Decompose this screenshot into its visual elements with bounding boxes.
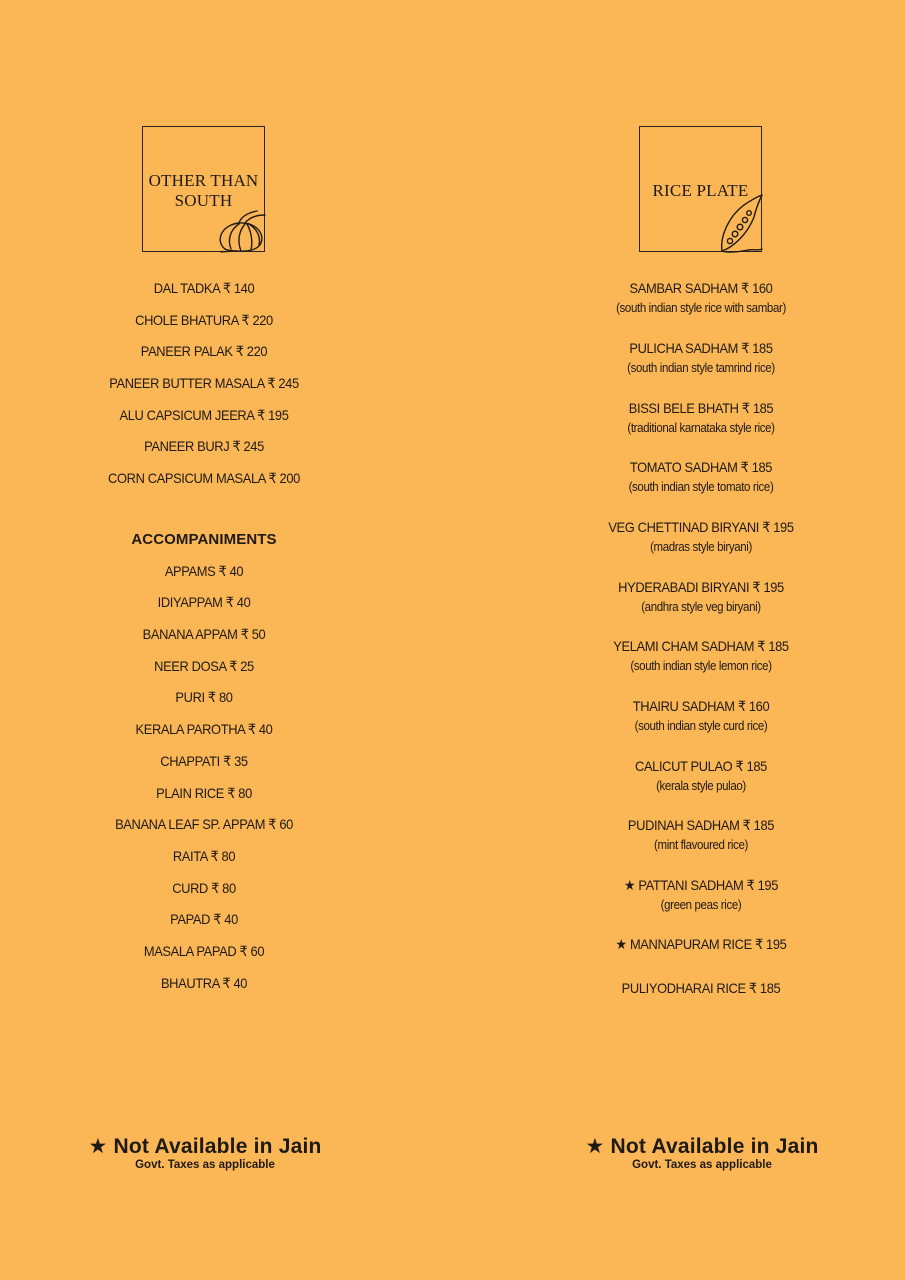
rice-item: [581, 877, 820, 913]
rice-item-desc: (madras style biryani): [650, 540, 752, 554]
rice-item-name: VEG CHETTINAD BIRYANI ₹ 195: [608, 519, 794, 535]
rice-item: [581, 638, 820, 674]
right-footer: [552, 1135, 852, 1172]
right-menu-column: [571, 0, 831, 1010]
accompaniment-item: CHAPPATI ₹ 35: [160, 753, 248, 769]
rice-item: [581, 280, 820, 316]
rice-item-name: BISSI BELE BHATH ₹ 185: [628, 400, 774, 416]
menu-item: CORN CAPSICUM MASALA ₹ 200: [108, 470, 300, 486]
rice-item-name: SAMBAR SADHAM ₹ 160: [629, 280, 773, 296]
rice-item-name: PUDINAH SADHAM ₹ 185: [627, 817, 775, 833]
menu-item: PANEER BUTTER MASALA ₹ 245: [109, 375, 299, 391]
menu-item: PANEER PALAK ₹ 220: [140, 343, 268, 359]
rice-item: [581, 758, 820, 794]
rice-item: [581, 340, 820, 376]
rice-item-name: TOMATO SADHAM ₹ 185: [629, 459, 773, 475]
rice-item: [581, 817, 820, 853]
tax-note: Govt. Taxes as applicable: [135, 1159, 275, 1171]
rice-item-name: PULIYODHARAI RICE ₹ 185: [621, 980, 781, 996]
tax-note: Govt. Taxes as applicable: [632, 1159, 772, 1171]
rice-item-name: HYDERABADI BIRYANI ₹ 195: [618, 579, 784, 595]
rice-item-desc: (south indian style lemon rice): [630, 659, 772, 673]
jain-note: ★ Not Available in Jain: [585, 1135, 819, 1158]
rice-item-desc: (green peas rice): [660, 898, 742, 912]
accompaniment-item: BHAUTRA ₹ 40: [160, 975, 248, 991]
rice-item-name: PULICHA SADHAM ₹ 185: [629, 340, 773, 356]
rice-item-desc: (andhra style veg biryani): [641, 600, 761, 614]
accompaniment-item: BANANA LEAF SP. APPAM ₹ 60: [115, 816, 293, 832]
rice-item: [581, 698, 820, 734]
rice-item: [581, 579, 820, 615]
accompaniment-item: PURI ₹ 80: [175, 689, 233, 705]
section-title-other-than-south: OTHER THAN SOUTH: [148, 171, 259, 210]
accompaniment-item: BANANA APPAM ₹ 50: [142, 626, 266, 642]
rice-item-desc: (mint flavoured rice): [654, 838, 748, 852]
accompaniments-heading: ACCOMPANIMENTS: [131, 531, 277, 548]
accompaniment-item: APPAMS ₹ 40: [164, 563, 244, 579]
jain-note: ★ Not Available in Jain: [88, 1135, 322, 1158]
rice-item: [581, 519, 820, 555]
section-title-rice-plate: RICE PLATE: [652, 181, 749, 200]
accompaniment-item: CURD ₹ 80: [172, 880, 236, 896]
rice-item-name: ★ PATTANI SADHAM ₹ 195: [623, 877, 779, 893]
accompaniment-item: MASALA PAPAD ₹ 60: [143, 943, 265, 959]
accompaniment-item: PAPAD ₹ 40: [170, 911, 238, 927]
menu-item: DAL TADKA ₹ 140: [153, 280, 255, 296]
rice-item-desc: (south indian style rice with sambar): [616, 301, 786, 315]
menu-item: PANEER BURJ ₹ 245: [144, 438, 264, 454]
accompaniment-item: RAITA ₹ 80: [172, 848, 236, 864]
accompaniment-item: NEER DOSA ₹ 25: [154, 658, 254, 674]
rice-item: [581, 400, 820, 436]
accompaniment-item: PLAIN RICE ₹ 80: [156, 785, 252, 801]
rice-item-name: THAIRU SADHAM ₹ 160: [632, 698, 770, 714]
left-footer: [55, 1135, 355, 1172]
rice-item-name: YELAMI CHAM SADHAM ₹ 185: [613, 638, 789, 654]
rice-item: [581, 936, 820, 952]
rice-item-name: ★ MANNAPURAM RICE ₹ 195: [615, 936, 787, 952]
rice-item-desc: (traditional karnataka style rice): [627, 421, 775, 435]
accompaniment-item: IDIYAPPAM ₹ 40: [157, 594, 251, 610]
rice-item: [581, 980, 820, 996]
rice-item-desc: (kerala style pulao): [656, 779, 746, 793]
rice-item: [581, 459, 820, 495]
rice-item-desc: (south indian style curd rice): [634, 719, 768, 733]
rice-item-desc: (south indian style tomato rice): [628, 480, 774, 494]
accompaniment-item: KERALA PAROTHA ₹ 40: [135, 721, 273, 737]
rice-item-name: CALICUT PULAO ₹ 185: [635, 758, 767, 774]
menu-item: ALU CAPSICUM JEERA ₹ 195: [119, 407, 289, 423]
left-menu-column: [84, 0, 324, 1000]
menu-item: CHOLE BHATURA ₹ 220: [135, 312, 273, 328]
rice-item-desc: (south indian style tamrind rice): [627, 361, 775, 375]
